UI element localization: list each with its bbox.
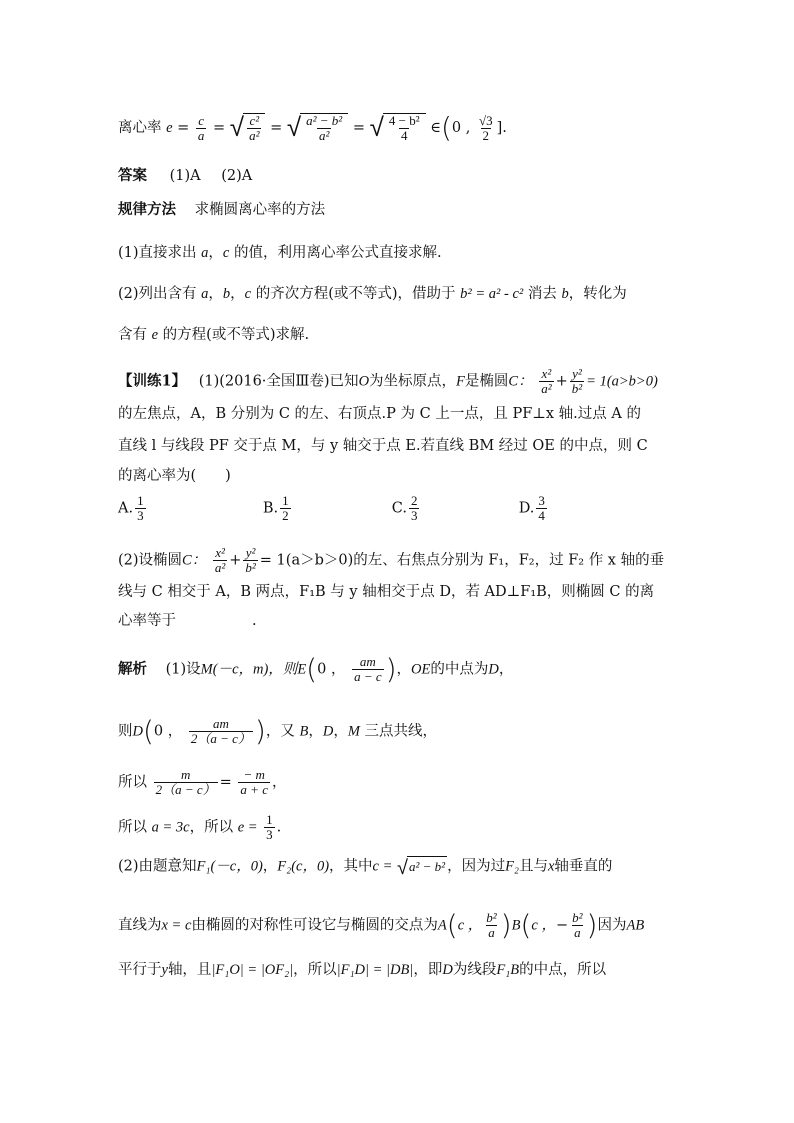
option-c-label: C.: [391, 500, 407, 517]
var-x: x: [547, 858, 555, 875]
period: .: [276, 819, 282, 836]
text: 的左焦点，A，B 分别为 C 的左、右顶点.P 为 C 上一点，且 PF⊥x 轴.过点 A 的: [118, 406, 641, 422]
var-c: C：: [182, 552, 207, 569]
solution-part2-line-1: [118, 856, 612, 877]
sqrt-1: √ $\frac{\text{c²}}{\text{a²}}$: [230, 113, 266, 143]
text: ，所以: [293, 962, 337, 978]
denominator: a²: [318, 128, 330, 143]
denominator: 2: [282, 508, 289, 523]
text: 由椭圆的对称性可设它与椭圆的交点为: [191, 917, 438, 934]
point-d: D: [322, 723, 334, 740]
denominator: b²: [245, 560, 256, 575]
var-a: a: [201, 245, 209, 261]
method-label: 规律方法: [118, 201, 176, 218]
exercise-line-4: [118, 466, 231, 486]
text: ，其中: [329, 858, 373, 875]
equation: x = c: [161, 917, 192, 934]
text: 含有: [118, 327, 147, 343]
point-f2: F₂: [505, 858, 519, 875]
eq: =: [270, 120, 283, 136]
text: 轴，且: [167, 962, 212, 978]
var-b: b: [561, 286, 569, 302]
equation: |F₁O| = |OF₂|: [211, 962, 294, 978]
numerator: x²: [541, 366, 552, 381]
numerator: b²: [486, 910, 497, 925]
text: 消去: [527, 286, 557, 302]
exercise-line-3: [118, 436, 648, 456]
text: 三点共线，: [364, 723, 438, 740]
eq: =: [219, 774, 232, 791]
comma: ，: [208, 245, 223, 261]
sqrt: √ a² − b²: [397, 854, 446, 879]
text: 0 ，: [153, 723, 183, 740]
numerator: y²: [572, 366, 582, 381]
numerator: 2: [410, 493, 418, 508]
solution-label: 解析: [118, 660, 147, 678]
comma: ，: [230, 286, 245, 302]
eccentricity-formula-line: 离心率 e = $\frac{c}{a}$ = √ $\frac{\text{c²}}{\text{a²}}$ = √ $\frac{\text{a² − b²}}{\text{a²}}$ = √ $\frac{\text{4 − b²}}{4}$ ∈(0 , $\frac{√3}{2}$ ].: [118, 111, 507, 144]
answer-line: [118, 166, 252, 186]
plus: +: [555, 373, 568, 390]
numerator: m: [180, 767, 191, 782]
numerator: am: [212, 716, 229, 731]
plus: +: [229, 552, 242, 569]
solution-line-3: [118, 768, 286, 797]
point-e: E: [297, 661, 307, 678]
text: 所以: [118, 819, 147, 836]
numerator: 3: [538, 493, 545, 508]
comma: ，: [262, 858, 278, 875]
numerator: x²: [215, 545, 225, 560]
option-b-value: [280, 494, 291, 523]
fraction: [243, 546, 257, 575]
fraction: [264, 813, 275, 842]
denominator: 2（a − c）: [190, 731, 251, 746]
text: (1)(2016·全国Ⅲ卷)已知: [198, 373, 359, 390]
fraction: [539, 367, 553, 396]
segment-oe: OE: [411, 661, 431, 678]
text: (1)直接求出: [118, 245, 197, 261]
text: 因为: [597, 917, 627, 934]
point-b: B: [299, 723, 309, 740]
text: 的值，利用离心率公式直接求解.: [233, 245, 442, 261]
numerator: − m: [243, 767, 265, 782]
text: (1)设: [165, 661, 201, 678]
method-1: [118, 243, 442, 263]
numerator: √3: [478, 112, 493, 128]
exercise-label: 【训练1】: [118, 372, 187, 390]
denominator: 4: [538, 508, 545, 523]
method-2: [118, 284, 627, 304]
text: 且与: [518, 858, 548, 875]
blank-end: .: [252, 613, 257, 629]
text: 心率等于: [118, 613, 176, 629]
solution-line-4: [118, 813, 281, 842]
text: 是椭圆: [464, 373, 509, 390]
text: ，因为过: [447, 858, 506, 875]
text: = 1(a＞b＞0)的左、右焦点分别为 F₁，F₂，过 F₂ 作 x 轴的垂: [259, 552, 665, 569]
numerator: am: [359, 654, 376, 669]
text: ，所以: [189, 819, 234, 836]
numerator: 1: [137, 493, 144, 508]
sqrt-2: √ $\frac{\text{a² − b²}}{\text{a²}}$: [287, 113, 348, 143]
solution-line-2: 则D(0 ， $\frac{am}{2(a - c)}$ )，又 B，D，M 三点共线，: [118, 714, 438, 748]
denominator: a: [197, 127, 205, 143]
equation: |F₁D| = |DB|: [336, 962, 414, 978]
interval-end: ].: [496, 120, 507, 136]
interval-start: 0 ,: [451, 120, 471, 136]
method-heading: [118, 200, 325, 220]
text: 平行于: [118, 962, 162, 978]
text: 线与 C 相交于 A，B 两点，F₁B 与 y 轴相交于点 D，若 AD⊥F₁B，则椭圆 C 的离: [118, 584, 655, 600]
text: 的方程(或不等式)求解.: [162, 327, 310, 343]
point-d: D: [132, 723, 143, 740]
var-c: c =: [372, 858, 393, 875]
method-2-cont: [118, 325, 309, 345]
var-e: e: [166, 120, 173, 136]
point-f1: F₁(－c，0): [196, 858, 263, 875]
numerator: a² − b²: [306, 113, 343, 128]
fraction-sqrt3-over-2: [477, 114, 495, 143]
denominator: a²: [249, 128, 260, 143]
equation: a = 3c: [151, 819, 190, 836]
answer-1: (1)A: [169, 168, 201, 184]
point-m: M: [347, 723, 360, 740]
method-title: 求椭圆离心率的方法: [194, 202, 326, 218]
var-e: e =: [237, 819, 258, 836]
denominator: a: [574, 925, 581, 940]
denominator: a²: [541, 381, 552, 396]
text: ，即: [413, 962, 443, 978]
option-c-value: [409, 494, 420, 523]
point-d: D: [488, 661, 499, 678]
text: 离心率: [118, 120, 162, 136]
sqrt-3: √ $\frac{\text{4 − b²}}{4}$: [370, 113, 426, 143]
denominator: 3: [410, 508, 418, 523]
text: (2)由题意知: [118, 858, 197, 875]
numerator: c²: [249, 113, 260, 128]
minus: −: [555, 917, 569, 934]
numerator: 4 − b²: [388, 113, 420, 128]
var-c: C：: [508, 373, 533, 390]
eq: =: [177, 120, 190, 136]
eq: =: [352, 120, 365, 136]
numerator: b²: [572, 910, 583, 925]
text: ，又: [265, 723, 295, 740]
text: 所以: [118, 774, 147, 791]
comma: ，: [333, 723, 348, 740]
denominator: a: [488, 925, 495, 940]
option-b-label: B.: [262, 500, 279, 517]
segment-ab: AB: [626, 917, 645, 934]
var-e: e: [151, 327, 159, 343]
denominator: a²: [214, 560, 226, 575]
exercise-heading: [118, 367, 658, 396]
denominator: 2: [482, 127, 490, 143]
text: (2)设椭圆: [118, 552, 183, 569]
text: 直线为: [118, 917, 162, 934]
denominator: 2（a − c）: [155, 782, 216, 797]
text: c ，: [531, 917, 556, 934]
fraction: [189, 717, 253, 746]
option-d-label: D.: [518, 500, 535, 517]
text: 的齐次方程(或不等式)，借助于: [255, 286, 456, 302]
text: c ，: [457, 917, 483, 934]
comma: ，: [396, 661, 412, 678]
var-a: a: [201, 286, 209, 302]
numerator: 1: [266, 812, 273, 827]
solution-part2-line-3: [118, 960, 606, 980]
numerator: c: [198, 112, 205, 128]
var-b: b: [222, 286, 231, 302]
point-m: M(－c，m)，则: [200, 661, 298, 678]
text: ，转化为: [568, 286, 627, 302]
text: 为线段: [452, 962, 497, 978]
options-row: [118, 494, 549, 523]
fraction: [213, 546, 227, 575]
fraction: [484, 911, 498, 940]
option-a-value: [135, 494, 146, 523]
exercise-2-line-3: [118, 611, 257, 631]
element-of: ∈: [430, 120, 441, 136]
point-d: D: [442, 962, 453, 978]
var-y: y: [161, 962, 168, 978]
exercise-2-line-1: [118, 546, 664, 575]
answer-label: 答案: [118, 167, 147, 184]
fraction: [154, 768, 218, 797]
fraction: [352, 655, 384, 684]
option-a-label: A.: [118, 500, 134, 517]
fraction: [570, 911, 584, 940]
text: 为坐标原点，: [369, 373, 457, 390]
var-c: c: [222, 245, 230, 261]
equation: b² = a² - c²: [460, 286, 524, 302]
denominator: b²: [571, 381, 583, 396]
fraction-c-over-a: [196, 114, 207, 143]
denominator: 3: [266, 827, 273, 842]
text: 的中点为: [430, 661, 489, 678]
solution-line-1: 解析 (1)设M(－c，m)，则E(0 ， $\frac{am}{a - c}$ )，OE的中点为D，: [118, 652, 514, 686]
point-f2: F₂(c，0): [277, 858, 330, 875]
var-o: O: [358, 373, 370, 390]
text: 的离心率为( ): [118, 468, 231, 484]
point-b: B: [511, 917, 521, 934]
comma: ，: [308, 723, 323, 740]
text: 的中点，所以: [519, 962, 607, 978]
comma: ，: [498, 661, 514, 678]
denominator: 4: [400, 128, 408, 143]
text: (2)列出含有: [118, 286, 197, 302]
text: 直线 l 与线段 PF 交于点 M，与 y 轴交于点 E.若直线 BM 经过 OE 的中点，则 C: [118, 438, 648, 454]
solution-part2-line-2: 直线为x = c由椭圆的对称性可设它与椭圆的交点为A(c ， $\frac{\text{b²}}{a}$ )B(c ，− $\frac{\text{b²}}{a}$ )因为AB: [118, 908, 645, 942]
segment-f1b: F₁B: [496, 962, 520, 978]
denominator: a + c: [240, 782, 268, 797]
radicand: a² − b²: [407, 856, 447, 877]
comma: ，: [271, 774, 287, 791]
var-c: c: [244, 286, 252, 302]
text: 则: [118, 723, 133, 740]
exercise-2-line-2: [118, 582, 654, 602]
text: 0 ，: [317, 661, 346, 678]
fraction: [570, 367, 584, 396]
comma: ，: [208, 286, 223, 302]
denominator: 3: [137, 508, 144, 523]
eq: =: [213, 120, 226, 136]
exercise-line-2: [118, 404, 641, 424]
fraction: [238, 768, 270, 797]
answer-2: (2)A: [221, 168, 253, 184]
numerator: y²: [245, 545, 256, 560]
var-f: F: [456, 373, 465, 390]
option-d-value: [536, 494, 547, 523]
numerator: 1: [282, 493, 289, 508]
denominator: a − c: [354, 669, 382, 684]
text: 轴垂直的: [554, 858, 613, 875]
text: = 1(a>b>0): [586, 373, 658, 390]
point-a: A: [437, 917, 447, 934]
